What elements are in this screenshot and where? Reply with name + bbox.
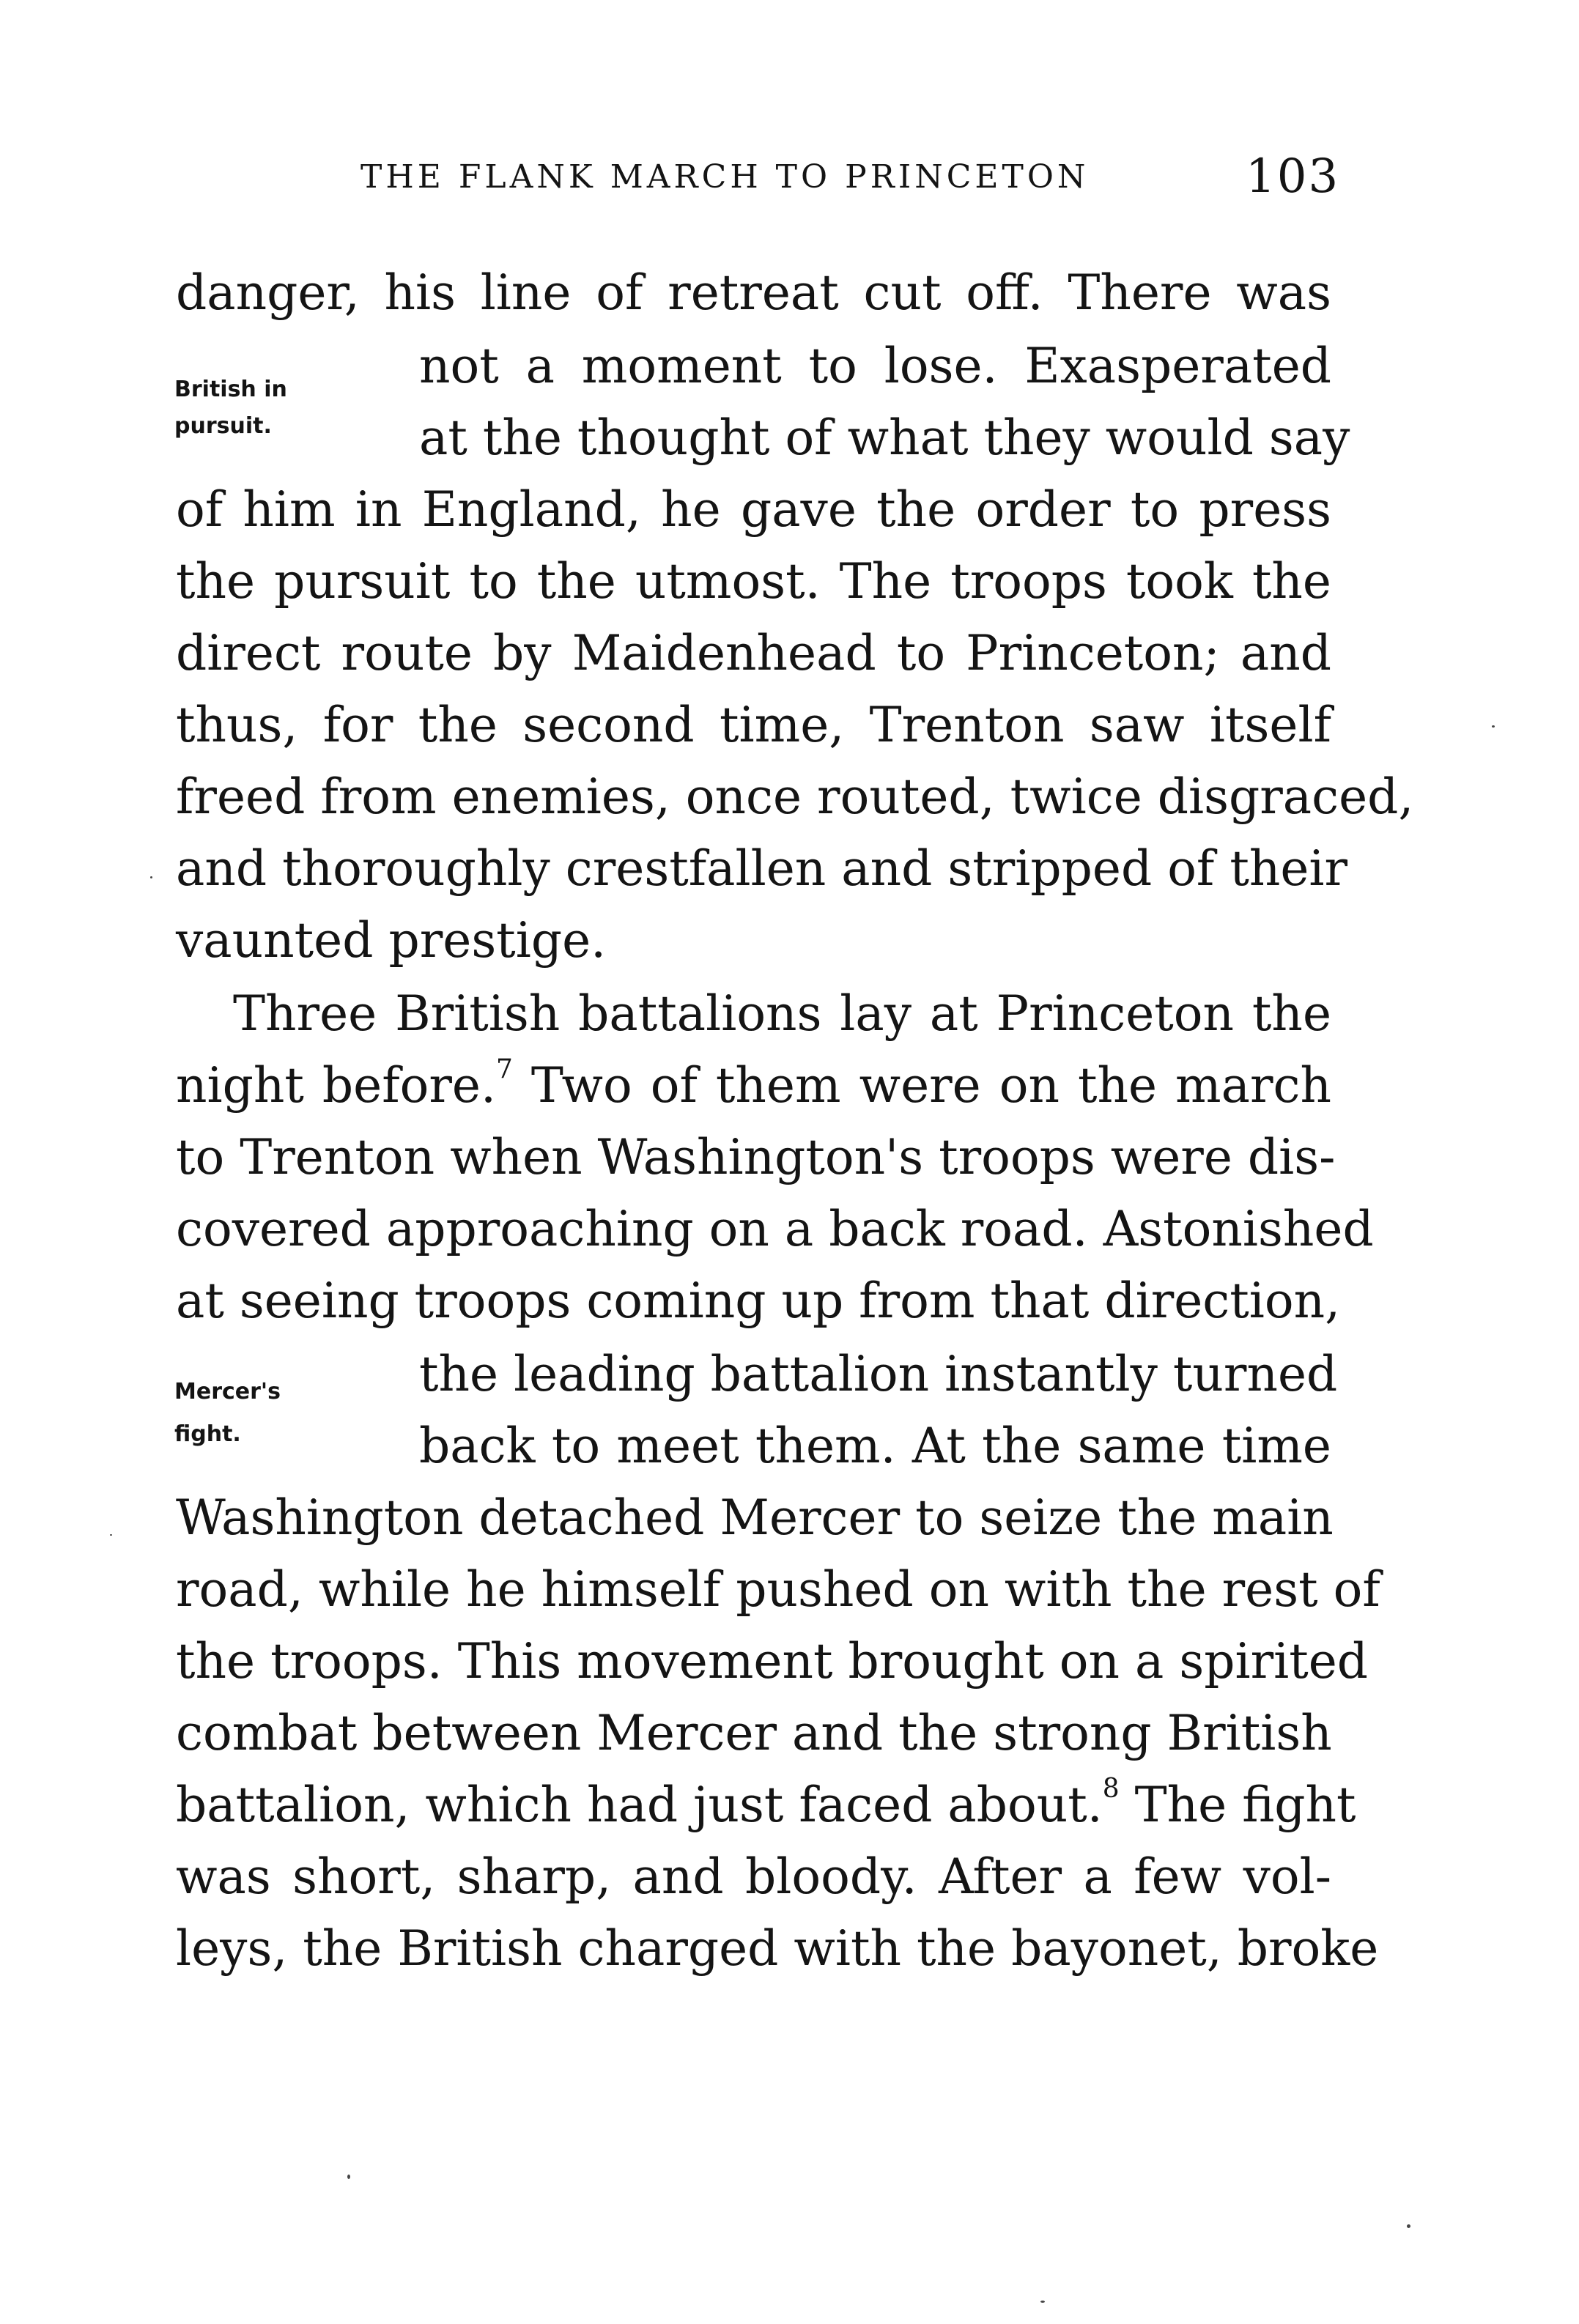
body-line: the leading battalion instantly turned bbox=[419, 1346, 1338, 1402]
paper-speck bbox=[347, 2175, 350, 2179]
side-note-british-in: British in bbox=[174, 377, 287, 402]
body-line-segment: night before. bbox=[176, 1057, 496, 1114]
body-line: the troops. This movement brought on a spirited bbox=[176, 1633, 1369, 1690]
paper-speck bbox=[1407, 2224, 1410, 2228]
body-line: leys, the British charged with the bayonet, broke bbox=[176, 1920, 1379, 1977]
side-note-pursuit: pursuit. bbox=[174, 413, 272, 439]
body-line: and thoroughly crestfallen and stripped of their bbox=[176, 840, 1348, 897]
body-line: road, while he himself pushed on with the rest of bbox=[176, 1561, 1380, 1618]
page-header bbox=[0, 149, 1579, 211]
body-line bbox=[176, 1049, 1331, 1122]
body-line: vaunted prestige. bbox=[176, 912, 607, 969]
paper-speck bbox=[1040, 2301, 1045, 2303]
side-note-mercers: Mercer's bbox=[174, 1379, 281, 1405]
footnote-ref-8: 8 bbox=[1102, 1774, 1120, 1804]
body-line-segment: battalion, which had just faced about. bbox=[176, 1777, 1103, 1833]
body-line-segment: Two of them were on the march bbox=[530, 1057, 1331, 1114]
footnote-ref-7: 7 bbox=[495, 1054, 513, 1084]
body-line: the pursuit to the utmost. The troops took the bbox=[176, 553, 1331, 610]
paper-speck bbox=[150, 876, 152, 878]
body-line: combat between Mercer and the strong British bbox=[176, 1705, 1332, 1761]
page-number: 103 bbox=[1246, 149, 1340, 204]
side-note-fight: fight. bbox=[174, 1421, 241, 1447]
paper-speck bbox=[110, 1534, 112, 1536]
body-line: at seeing troops coming up from that direction, bbox=[176, 1273, 1341, 1329]
paper-speck bbox=[1492, 725, 1495, 728]
body-line: Three British battalions lay at Princeton the bbox=[233, 985, 1331, 1042]
body-line: thus, for the second time, Trenton saw itself bbox=[176, 697, 1331, 753]
body-line: at the thought of what they would say bbox=[419, 410, 1350, 466]
running-head: THE FLANK MARCH TO PRINCETON bbox=[360, 158, 1090, 196]
body-line: freed from enemies, once routed, twice disgraced, bbox=[176, 769, 1414, 825]
body-line bbox=[176, 1769, 1356, 1842]
body-line: back to meet them. At the same time bbox=[419, 1418, 1331, 1474]
body-line: covered approaching on a back road. Astonished bbox=[176, 1201, 1374, 1257]
body-line: to Trenton when Washington's troops were dis- bbox=[176, 1129, 1336, 1185]
body-line: danger, his line of retreat cut off. There was bbox=[176, 264, 1331, 321]
body-line: was short, sharp, and bloody. After a few vol- bbox=[176, 1849, 1331, 1905]
body-line: Washington detached Mercer to seize the main bbox=[176, 1489, 1334, 1546]
body-line: of him in England, he gave the order to press bbox=[176, 481, 1331, 538]
body-line: direct route by Maidenhead to Princeton; and bbox=[176, 625, 1331, 681]
body-line-segment: The fight bbox=[1134, 1777, 1356, 1833]
body-line: not a moment to lose. Exasperated bbox=[419, 338, 1331, 394]
